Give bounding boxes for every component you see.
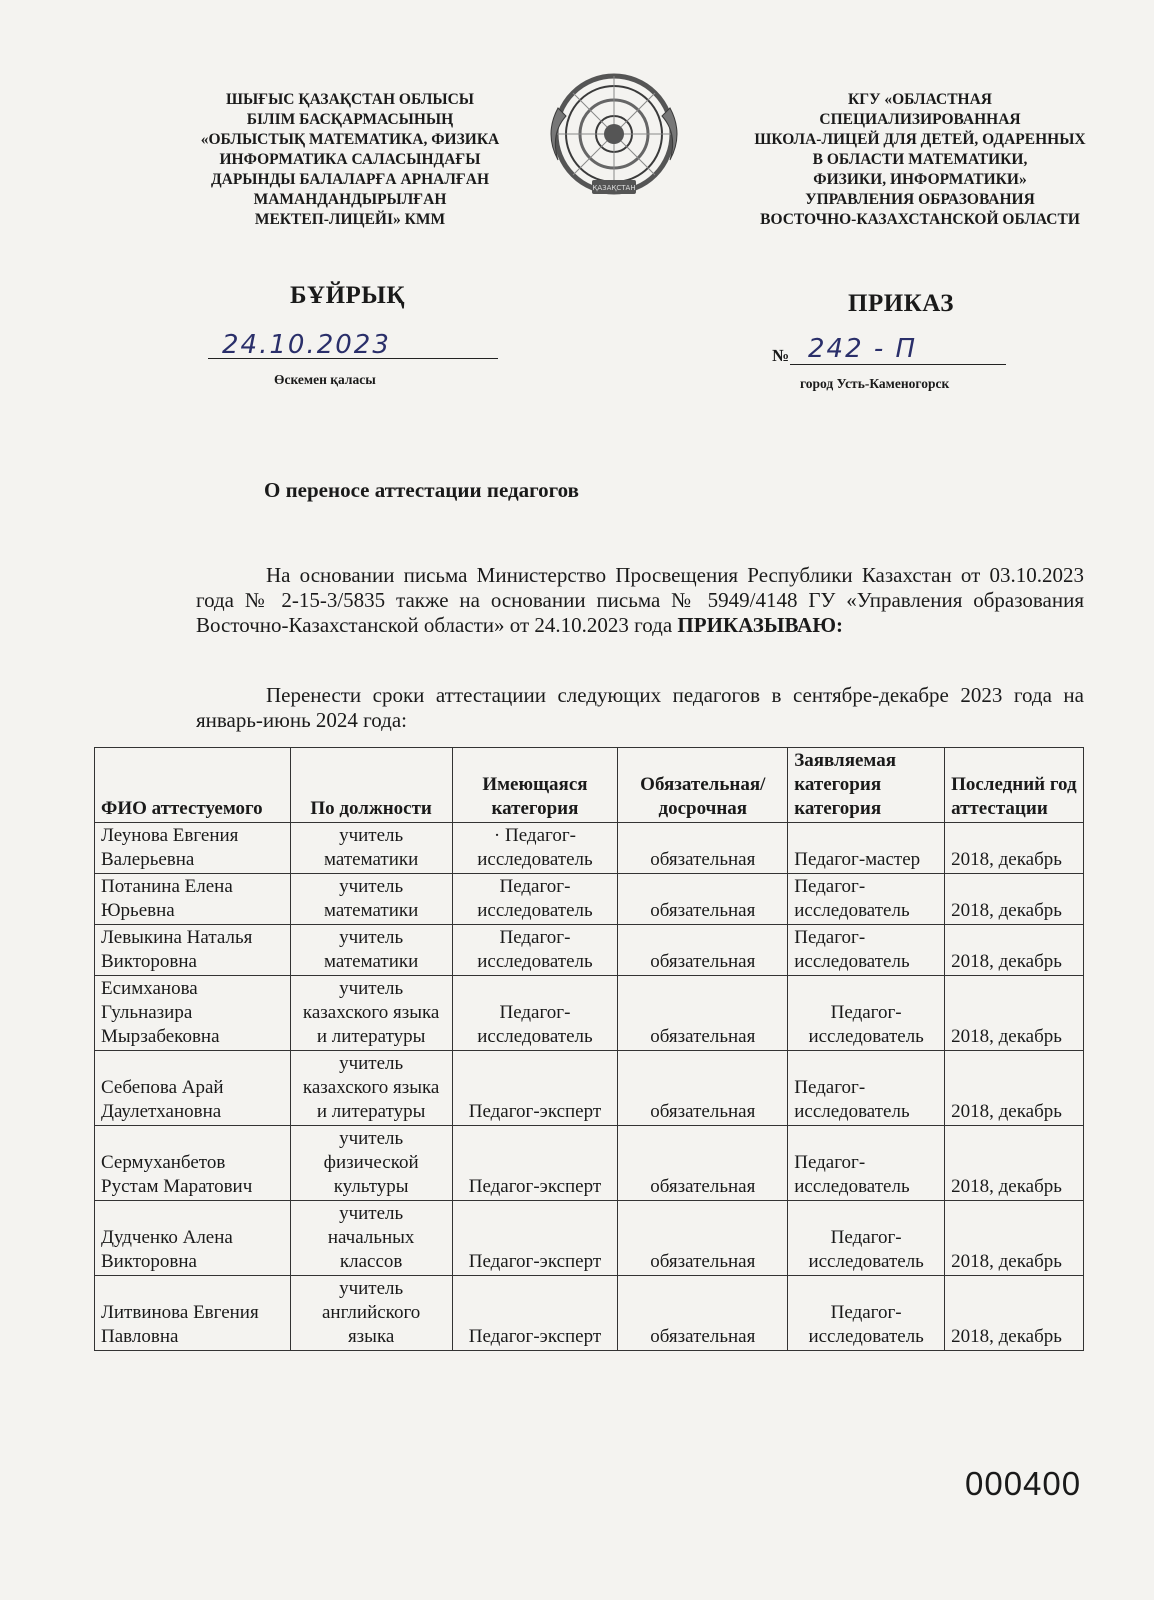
table-row: Литвинова Евгения Павловна учитель английского языка Педагог-эксперт обязательная Педагог-исследователь 2018, декабрь <box>95 1276 1084 1351</box>
col-header-last-attestation: Последний год аттестации <box>945 748 1084 823</box>
order-date: 24.10.2023 <box>222 330 391 360</box>
state-emblem-icon <box>540 68 688 204</box>
org-name-russian: КГУ «ОБЛАСТНАЯ СПЕЦИАЛИЗИРОВАННАЯ ШКОЛА-ЛИЦЕЙ ДЛЯ ДЕТЕЙ, ОДАРЕННЫХ В ОБЛАСТИ МАТЕМАТИКИ, ФИЗИКИ, ИНФОРМАТИКИ» УПРАВЛЕНИЯ ОБРАЗОВАНИЯ ВОСТОЧНО-КАЗАХСТАНСКОЙ ОБЛАСТИ <box>754 91 1086 228</box>
city-kazakh: Өскемен қаласы <box>274 372 376 387</box>
emblem-caption: ҚАЗАҚСТАН <box>592 184 636 192</box>
col-header-current-category: Имеющаяся категория <box>452 748 618 823</box>
table-row: Потанина Елена Юрьевна учитель математики Педагог-исследователь обязательная Педагог-исследователь 2018, декабрь <box>95 874 1084 925</box>
title-kazakh: БҰЙРЫҚ <box>290 282 405 309</box>
order-directive: ПРИКАЗЫВАЮ: <box>677 613 843 637</box>
page-number: 000400 <box>965 1465 1082 1502</box>
number-underline <box>790 364 1006 365</box>
city-russian: город Усть-Каменогорск <box>800 376 950 391</box>
col-header-position: По должности <box>290 748 452 823</box>
org-name-kazakh: ШЫҒЫС ҚАЗАҚСТАН ОБЛЫСЫ БІЛІМ БАСҚАРМАСЫНЫҢ «ОБЛЫСТЫҚ МАТЕМАТИКА, ФИЗИКА ИНФОРМАТИКА САЛАСЫНДАҒЫ ДАРЫНДЫ БАЛАЛАРҒА АРНАЛҒАН МАМАНДАНДЫРЫЛҒАН МЕКТЕП-ЛИЦЕЙІ» КММ <box>200 91 500 228</box>
number-sign: № <box>772 346 790 365</box>
col-header-name: ФИО аттестуемого <box>95 748 291 823</box>
title-russian: ПРИКАЗ <box>848 290 954 317</box>
table-row: Сермуханбетов Рустам Маратович учитель физической культуры Педагог-эксперт обязательная Педагог-исследователь 2018, декабрь <box>95 1126 1084 1201</box>
col-header-type: Обязательная/ досрочная <box>618 748 788 823</box>
table-header-row <box>95 748 1084 823</box>
order-number: 242 - П <box>808 334 918 364</box>
table-row: Себепова Арай Даулетхановна учитель казахского языка и литературы Педагог-эксперт обязательная Педагог-исследователь 2018, декабрь <box>95 1051 1084 1126</box>
table-row: Леунова Евгения Валерьевна учитель математики · Педагог-исследователь обязательная Педагог-мастер 2018, декабрь <box>95 823 1084 874</box>
table-row: Левыкина Наталья Викторовна учитель математики Педагог-исследователь обязательная Педагог-исследователь 2018, декабрь <box>95 925 1084 976</box>
table-row: Дудченко Алена Викторовна учитель начальных классов Педагог-эксперт обязательная Педагог-исследователь 2018, декабрь <box>95 1201 1084 1276</box>
body-paragraph-1: На основании письма Министерство Просвещения Республики Казахстан от 03.10.2023 года № 2-15-3/5835 также на основании письма № 5949/4148 ГУ «Управления образования Восточно-Казахстанской области» от 24.10.2023 года ПРИКАЗЫВАЮ: <box>196 563 1084 637</box>
date-underline <box>208 358 498 359</box>
attestation-table <box>94 747 1084 1351</box>
col-header-claimed-category: Заявляемая категория категория <box>788 748 945 823</box>
table-row: Есимханова Гульназира Мырзабековна учитель казахского языка и литературы Педагог-исследователь обязательная Педагог-исследователь 2018, декабрь <box>95 976 1084 1051</box>
order-subject: О переносе аттестации педагогов <box>264 478 579 502</box>
body-paragraph-2: Перенести сроки аттестациии следующих педагогов в сентябре-декабре 2023 года на январь-июнь 2024 года: <box>196 683 1084 732</box>
